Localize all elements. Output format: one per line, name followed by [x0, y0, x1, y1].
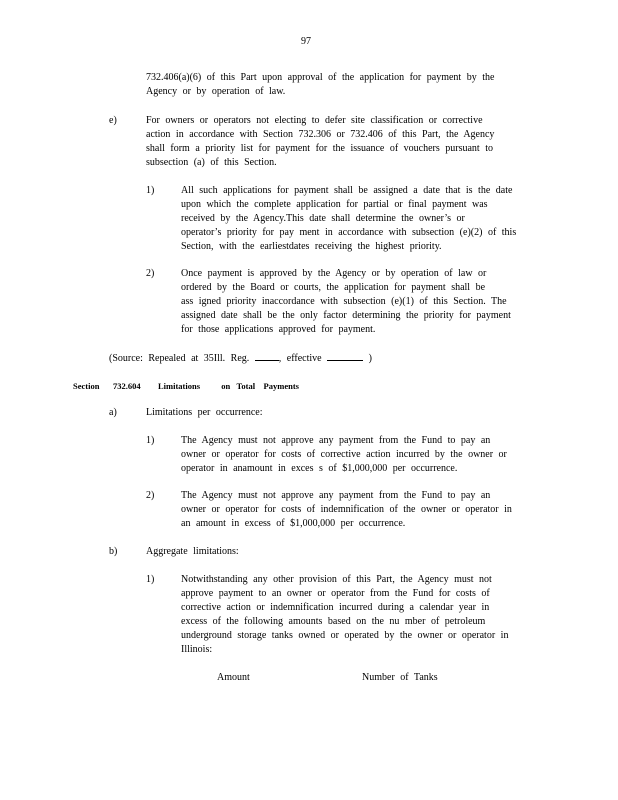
item-e-line: shall form a priority list for payment for the issuance of vouchers pursuant to — [146, 143, 493, 154]
subitem-line: Illinois: — [181, 644, 213, 655]
subitem-line: The Agency must not approve any payment from the Fund to pay an — [181, 490, 491, 501]
source-note-middle: , effective — [278, 353, 322, 364]
subitem-line: for those applications approved for payment. — [181, 324, 376, 335]
subitem-line: ordered by the Board or courts, the application for payment shall be — [181, 282, 486, 293]
blank-line — [255, 351, 279, 361]
source-note-suffix: ) — [368, 353, 372, 364]
section-title: Limitations on Total Payments — [158, 381, 299, 391]
section-label: Section — [73, 381, 100, 391]
section-number: 732.604 — [113, 381, 141, 391]
item-b-heading: Aggregate limitations: — [146, 546, 239, 557]
subitem-line: All such applications for payment shall be assigned a date that is the date — [181, 185, 513, 196]
subitem-marker: 1) — [146, 574, 155, 585]
subitem-marker: 2) — [146, 268, 155, 279]
subitem-line: received by the Agency.This date shall determine the owner’s or — [181, 213, 465, 224]
subitem-line: ass igned priority inaccordance with subsection (e)(1) of this Section. The — [181, 296, 507, 307]
subitem-line: operator’s priority for pay ment in accordance with subsection (e)(2) of this — [181, 227, 517, 238]
subitem-line: Section, with the earliestdates receiving the highest priority. — [181, 241, 442, 252]
subitem-line: Notwithstanding any other provision of this Part, the Agency must not — [181, 574, 492, 585]
page-number: 97 — [301, 36, 311, 47]
subitem-marker: 2) — [146, 490, 155, 501]
item-e-line: subsection (a) of this Section. — [146, 157, 277, 168]
subitem-line: corrective action or indemnification incurred during a calendar year in — [181, 602, 490, 613]
subitem-line: operator in anamount in exces s of $1,000,000 per occurrence. — [181, 463, 458, 474]
item-a-heading: Limitations per occurrence: — [146, 407, 263, 418]
item-b-marker: b) — [109, 546, 118, 557]
lead-line: 732.406(a)(6) of this Part upon approval of the application for payment by the — [146, 72, 495, 83]
subitem-line: excess of the following amounts based on the nu mber of petroleum — [181, 616, 486, 627]
lead-line: Agency or by operation of law. — [146, 86, 286, 97]
source-note — [109, 351, 372, 366]
item-e-line: action in accordance with Section 732.306 or 732.406 of this Part, the Agency — [146, 129, 495, 140]
subitem-line: upon which the complete application for partial or final payment was — [181, 199, 488, 210]
subitem-line: Once payment is approved by the Agency or by operation of law or — [181, 268, 487, 279]
source-note-prefix: (Source: Repealed at 35Ill. Reg. — [109, 353, 250, 364]
blank-line — [327, 351, 363, 361]
subitem-line: owner or operator for costs of indemnification of the owner or operator in — [181, 504, 512, 515]
subitem-marker: 1) — [146, 435, 155, 446]
subitem-line: an amount in excess of $1,000,000 per occurrence. — [181, 518, 406, 529]
subitem-line: underground storage tanks owned or operated by the owner or operator in — [181, 630, 509, 641]
item-a-marker: a) — [109, 407, 117, 418]
item-e-line: For owners or operators not electing to defer site classification or corrective — [146, 115, 483, 126]
subitem-line: owner or operator for costs of corrective action incurred by the owner or — [181, 449, 507, 460]
subitem-line: approve payment to an owner or operator from the Fund for costs of — [181, 588, 490, 599]
table-header-number-of-tanks: Number of Tanks — [362, 672, 438, 683]
item-e-marker: e) — [109, 115, 117, 126]
subitem-marker: 1) — [146, 185, 155, 196]
subitem-line: assigned date shall be the only factor determining the priority for payment — [181, 310, 511, 321]
subitem-line: The Agency must not approve any payment from the Fund to pay an — [181, 435, 491, 446]
table-header-amount: Amount — [217, 672, 250, 683]
